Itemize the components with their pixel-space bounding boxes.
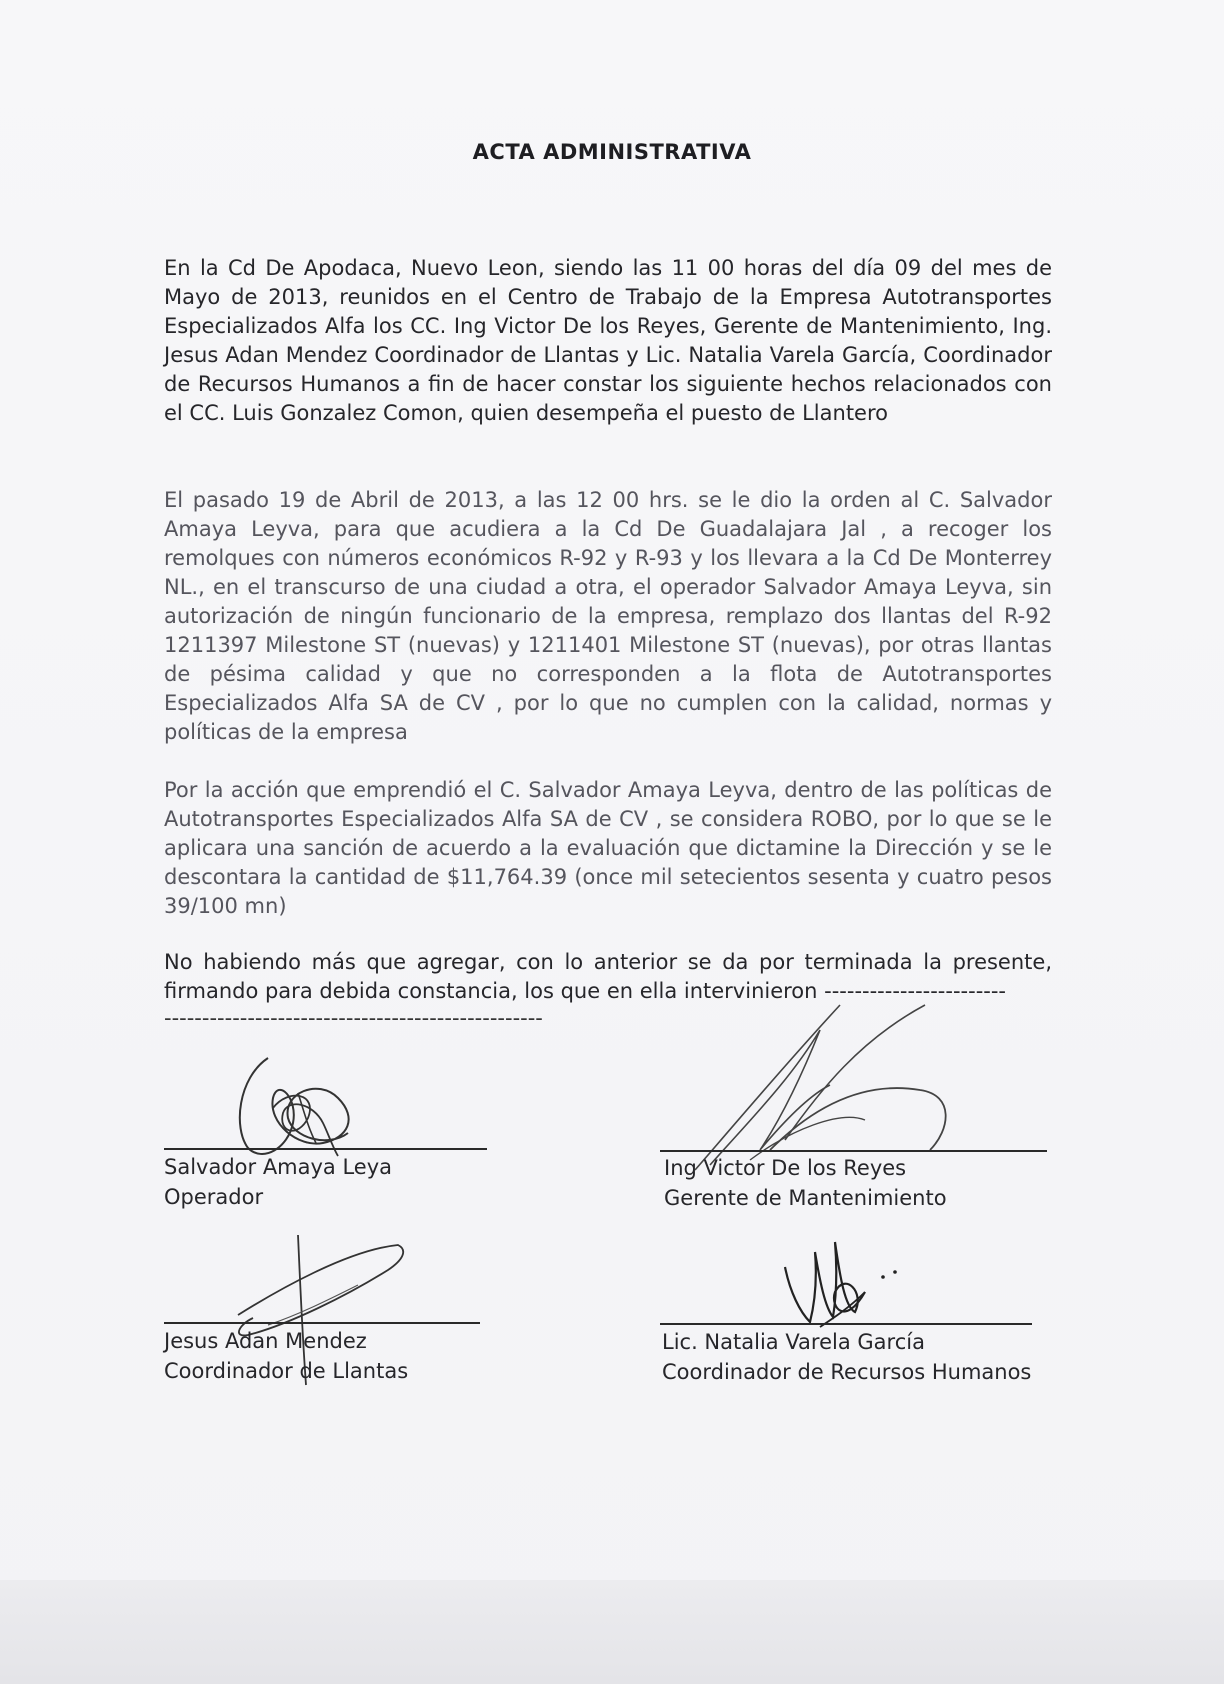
signatory-name-1: Salvador Amaya Leya [164, 1155, 393, 1179]
paragraph-3: Por la acción que emprendió el C. Salvador Amaya Leyva, dentro de las políticas de Autotransportes Especializados Alfa SA de CV , se considera ROBO, por lo que se le aplicara una sanción de acuerdo a la evaluación que dictamine la Dirección y se le descontara la cantidad de $11,764.39 (once mil setecientos sesenta y cuatro pesos 39/100 mn) [164, 778, 1052, 918]
signature-scribble-2 [690, 1000, 960, 1175]
signature-line-4 [660, 1323, 1032, 1325]
paragraph-1: En la Cd De Apodaca, Nuevo Leon, siendo las 11 00 horas del día 09 del mes de Mayo de 2013, reunidos en el Centro de Trabajo de la Empresa Autotransportes Especializados Alfa los CC. Ing Victor De los Reyes, Gerente de Mantenimiento, Ing. Jesus Adan Mendez Coordinador de Llantas y Lic. Natalia Varela García, Coordinador de Recursos Humanos a fin de hacer constar los siguiente hechos relacionados con el CC. Luis Gonzalez Comon, quien desempeña el puesto de Llantero [164, 256, 1052, 425]
signatory-role-3: Coordinador de Llantas [164, 1359, 409, 1383]
paragraph-2: El pasado 19 de Abril de 2013, a las 12 00 hrs. se le dio la orden al C. Salvador Amaya Leyva, para que acudiera a la Cd De Guadalajara Jal , a recoger los remolques con números económicos R-92 y R-93 y los llevara a la Cd De Monterrey NL., en el transcurso de una ciudad a otra, el operador Salvador Amaya Leyva, sin autorización de ningún funcionario de la empresa, remplazo dos llantas del R-92 1211397 Milestone ST (nuevas) y 1211401 Milestone ST (nuevas), por otras llantas de pésima calidad y que no corresponden a la flota de Autotransportes Especializados Alfa SA de CV , por lo que no cumplen con la calidad, normas y políticas de la empresa [164, 488, 1052, 744]
signatory-name-3: Jesus Adan Mendez [164, 1329, 367, 1353]
signature-line-2 [660, 1150, 1047, 1152]
paragraph-4: No habiendo más que agregar, con lo anterior se da por terminada la presente, firmando para debida constancia, los que en ella intervinieron ------------------------ [164, 950, 1052, 1003]
signature-line-1 [164, 1148, 487, 1150]
signature-scribble-1 [228, 1038, 378, 1162]
signatory-role-1: Operador [164, 1185, 264, 1209]
dash-line: -------------------------------------------------- [164, 1006, 543, 1030]
signature-line-3 [164, 1322, 480, 1324]
scan-shadow-band [0, 1580, 1224, 1684]
signatory-name-2: Ing Victor De los Reyes [664, 1156, 907, 1180]
signatory-name-4: Lic. Natalia Varela García [662, 1330, 925, 1354]
signatory-role-2: Gerente de Mantenimiento [664, 1186, 947, 1210]
signatory-role-4: Coordinador de Recursos Humanos [662, 1360, 1032, 1384]
document-title: ACTA ADMINISTRATIVA [472, 140, 752, 164]
signature-scribble-4 [775, 1232, 915, 1342]
